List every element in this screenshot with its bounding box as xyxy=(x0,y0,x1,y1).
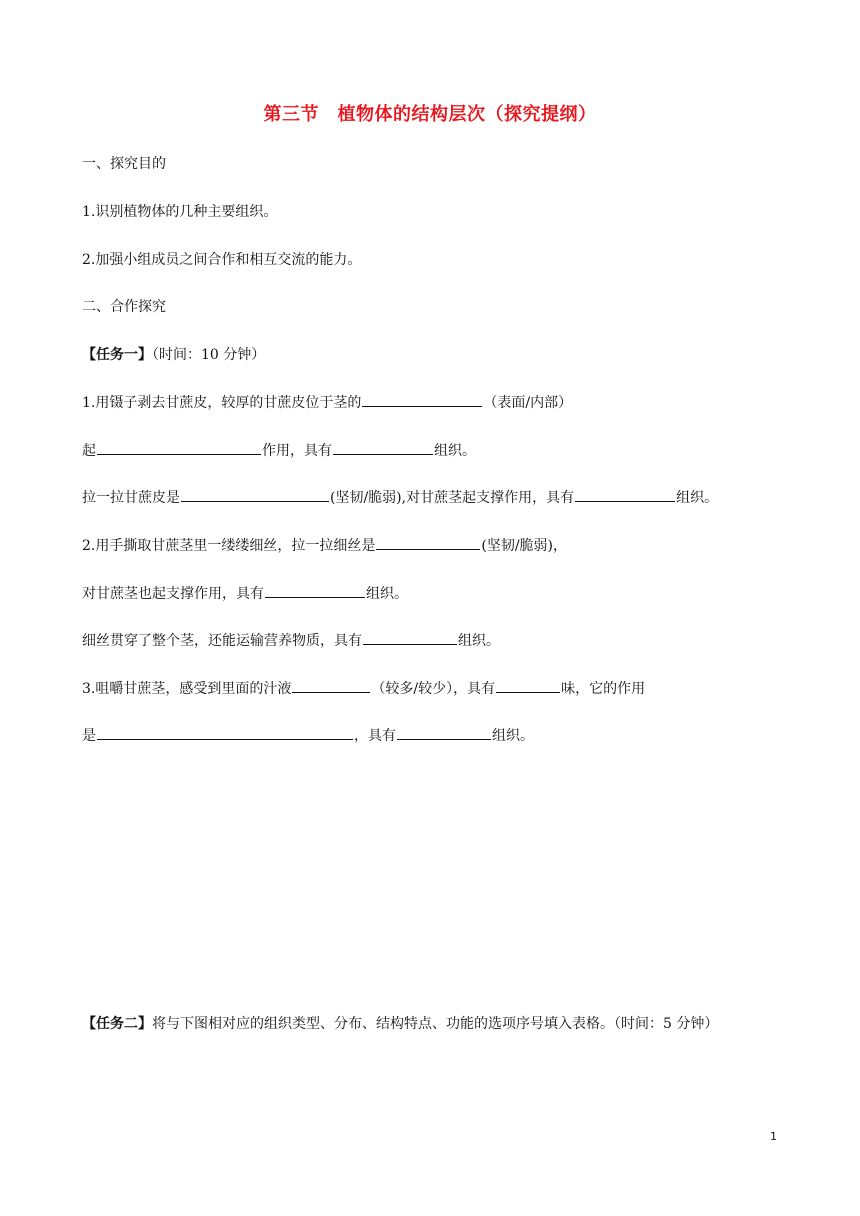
question-2-line-3 xyxy=(82,630,500,651)
purpose-item-2: 2.加强小组成员之间合作和相互交流的能力。 xyxy=(82,252,362,268)
q3-text-e: ，具有 xyxy=(354,728,396,744)
q3-text-d: 是 xyxy=(82,728,96,744)
task1-header xyxy=(82,345,265,365)
task2-label: 【任务二】 xyxy=(82,1016,152,1032)
task1-time: （时间：10 分钟） xyxy=(152,347,266,363)
answer-blank[interactable] xyxy=(397,725,491,740)
answer-blank[interactable] xyxy=(496,678,560,693)
q2-text-a: 2.用手撕取甘蔗茎里一缕缕细丝，拉一拉细丝是 xyxy=(82,538,376,554)
task2-text: 将与下图相对应的组织类型、分布、结构特点、功能的选项序号填入表格。（时间：5 分钟） xyxy=(152,1016,719,1032)
q3-text-a: 3.咀嚼甘蔗茎，感受到里面的汁液 xyxy=(82,681,292,697)
answer-blank[interactable] xyxy=(575,487,675,502)
q1-text-b: （表面/内部） xyxy=(483,395,573,411)
question-3-line-2 xyxy=(82,725,534,746)
q1-text-d: 作用，具有 xyxy=(262,443,332,459)
answer-blank[interactable] xyxy=(97,725,353,740)
question-3-line-1 xyxy=(82,678,645,699)
q3-text-c: 味，它的作用 xyxy=(561,681,646,697)
q2-text-f: 组织。 xyxy=(458,633,500,649)
q3-text-f: 组织。 xyxy=(492,728,534,744)
section-heading-purpose: 一、探究目的 xyxy=(82,156,166,172)
q2-text-e: 细丝贯穿了整个茎，还能运输营养物质，具有 xyxy=(82,633,362,649)
question-1-line-2 xyxy=(82,440,476,461)
q1-text-e: 组织。 xyxy=(434,443,476,459)
page-number: 1 xyxy=(770,1130,777,1143)
question-2-line-2 xyxy=(82,583,408,604)
q1-text-g: (坚韧/脆弱),对甘蔗茎起支撑作用，具有 xyxy=(330,490,575,506)
purpose-item-1: 1.识别植物体的几种主要组织。 xyxy=(82,204,278,220)
q1-text-a: 1.用镊子剥去甘蔗皮，较厚的甘蔗皮位于茎的 xyxy=(82,395,362,411)
q1-text-h: 组织。 xyxy=(676,490,719,506)
answer-blank[interactable] xyxy=(97,440,261,455)
question-2-line-1 xyxy=(82,535,567,556)
answer-blank[interactable] xyxy=(376,535,480,550)
task2-line xyxy=(82,1014,718,1034)
page-title: 第三节 植物体的结构层次（探究提纲） xyxy=(263,104,597,125)
q3-text-b: （较多/较少），具有 xyxy=(371,681,496,697)
section-heading-inquiry: 二、合作探究 xyxy=(82,299,166,315)
question-1-line-3 xyxy=(82,487,718,508)
task1-label: 【任务一】 xyxy=(82,347,152,363)
answer-blank[interactable] xyxy=(333,440,433,455)
q2-text-c: 对甘蔗茎也起支撑作用，具有 xyxy=(82,586,264,602)
answer-blank[interactable] xyxy=(265,583,365,598)
q2-text-d: 组织。 xyxy=(366,586,408,602)
answer-blank[interactable] xyxy=(362,392,482,407)
q1-text-c: 起 xyxy=(82,443,96,459)
q1-text-f: 拉一拉甘蔗皮是 xyxy=(82,490,180,506)
answer-blank[interactable] xyxy=(292,678,370,693)
answer-blank[interactable] xyxy=(181,487,329,502)
question-1-line-1 xyxy=(82,392,572,413)
q2-text-b: (坚韧/脆弱)， xyxy=(481,538,567,554)
answer-blank[interactable] xyxy=(363,630,457,645)
